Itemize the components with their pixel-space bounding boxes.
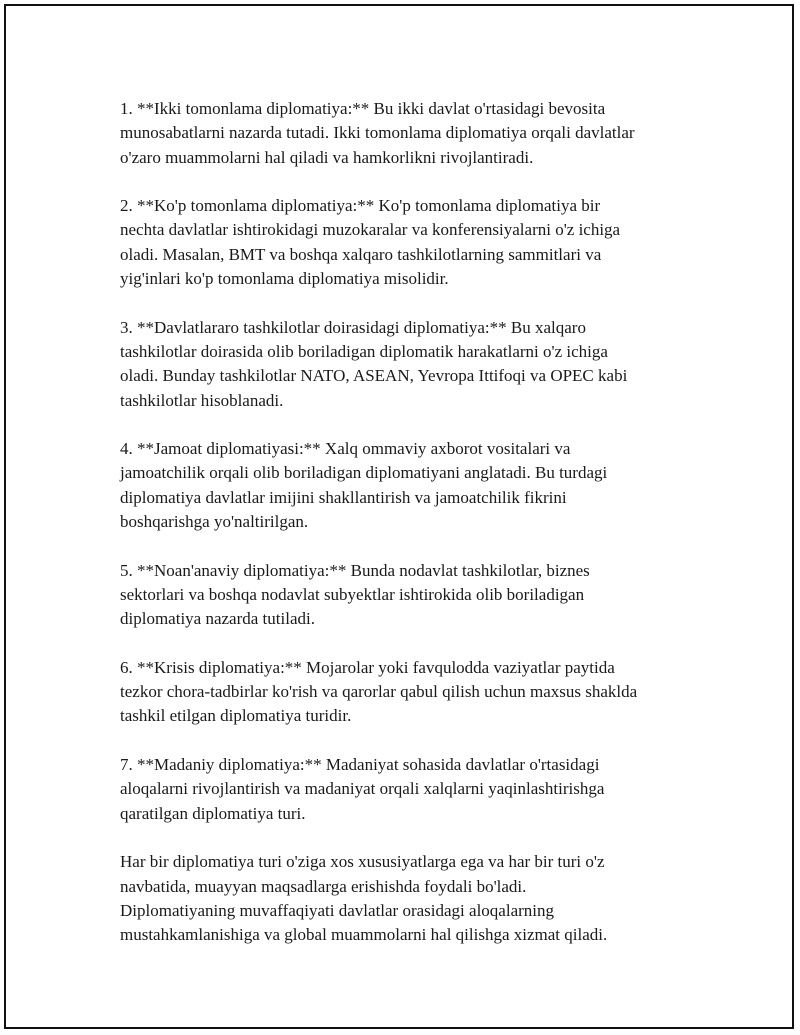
paragraph-intergovernmental-diplomacy: 3. **Davlatlararo tashkilotlar doirasidagi diplomatiya:** Bu xalqaro tashkilotlar doirasida olib boriladigan diplomatik harakatlarni o'z ichiga oladi. Bunday tashkilotlar NATO, ASEAN, Yevropa Ittifoqi va OPEC kabi tashkilotlar hisoblanadi.	[120, 317, 628, 410]
paragraph-multilateral-diplomacy: 2. **Ko'p tomonlama diplomatiya:** Ko'p tomonlama diplomatiya bir nechta davlatlar ishtirokidagi muzokaralar va konferensiyalarni o'z ichiga oladi. Masalan, BMT va boshqa xalqaro tashkilotlarning sammitlari va yig'inlari ko'p tomonlama diplomatiya misolidir.	[120, 196, 621, 289]
paragraph-crisis-diplomacy: 6. **Krisis diplomatiya:** Mojarolar yoki favqulodda vaziyatlar paytida tezkor chora-tadbirlar ko'rish va qarorlar qabul qilish uchun maxsus shaklda tashkil etilgan diplomatiya turidir.	[120, 657, 638, 726]
paragraph-public-diplomacy: 4. **Jamoat diplomatiyasi:** Xalq ommaviy axborot vositalari va jamoatchilik orqali olib boriladigan diplomatiyani anglatadi. Bu turdagi diplomatiya davlatlar imijini shakllantirish va jamoatchilik fikrini boshqarishga yo'naltirilgan.	[120, 439, 608, 532]
paragraph-conclusion: Har bir diplomatiya turi o'ziga xos xususiyatlarga ega va har bir turi o'z navbatida, muayyan maqsadlarga erishishda foydali bo'ladi. Diplomatiyaning muvaffaqiyati davlatlar orasidagi aloqalarning mustahkamlanishiga va global muammolarni hal qilishga xizmat qiladi.	[120, 852, 608, 945]
document-body	[120, 97, 700, 972]
paragraph-non-traditional-diplomacy: 5. **Noan'anaviy diplomatiya:** Bunda nodavlat tashkilotlar, biznes sektorlari va boshqa nodavlat subyektlar ishtirokida olib boriladigan diplomatiya nazarda tutiladi.	[120, 560, 590, 629]
paragraph-bilateral-diplomacy: 1. **Ikki tomonlama diplomatiya:** Bu ikki davlat o'rtasidagi bevosita munosabatlarni nazarda tutadi. Ikki tomonlama diplomatiya orqali davlatlar o'zaro muammolarni hal qiladi va hamkorlikni rivojlantiradi.	[120, 99, 635, 167]
paragraph-cultural-diplomacy: 7. **Madaniy diplomatiya:** Madaniyat sohasida davlatlar o'rtasidagi aloqalarni rivojlantirish va madaniyat orqali xalqlarni yaqinlashtirishga qaratilgan diplomatiya turi.	[120, 755, 605, 823]
document-page	[4, 4, 794, 1029]
